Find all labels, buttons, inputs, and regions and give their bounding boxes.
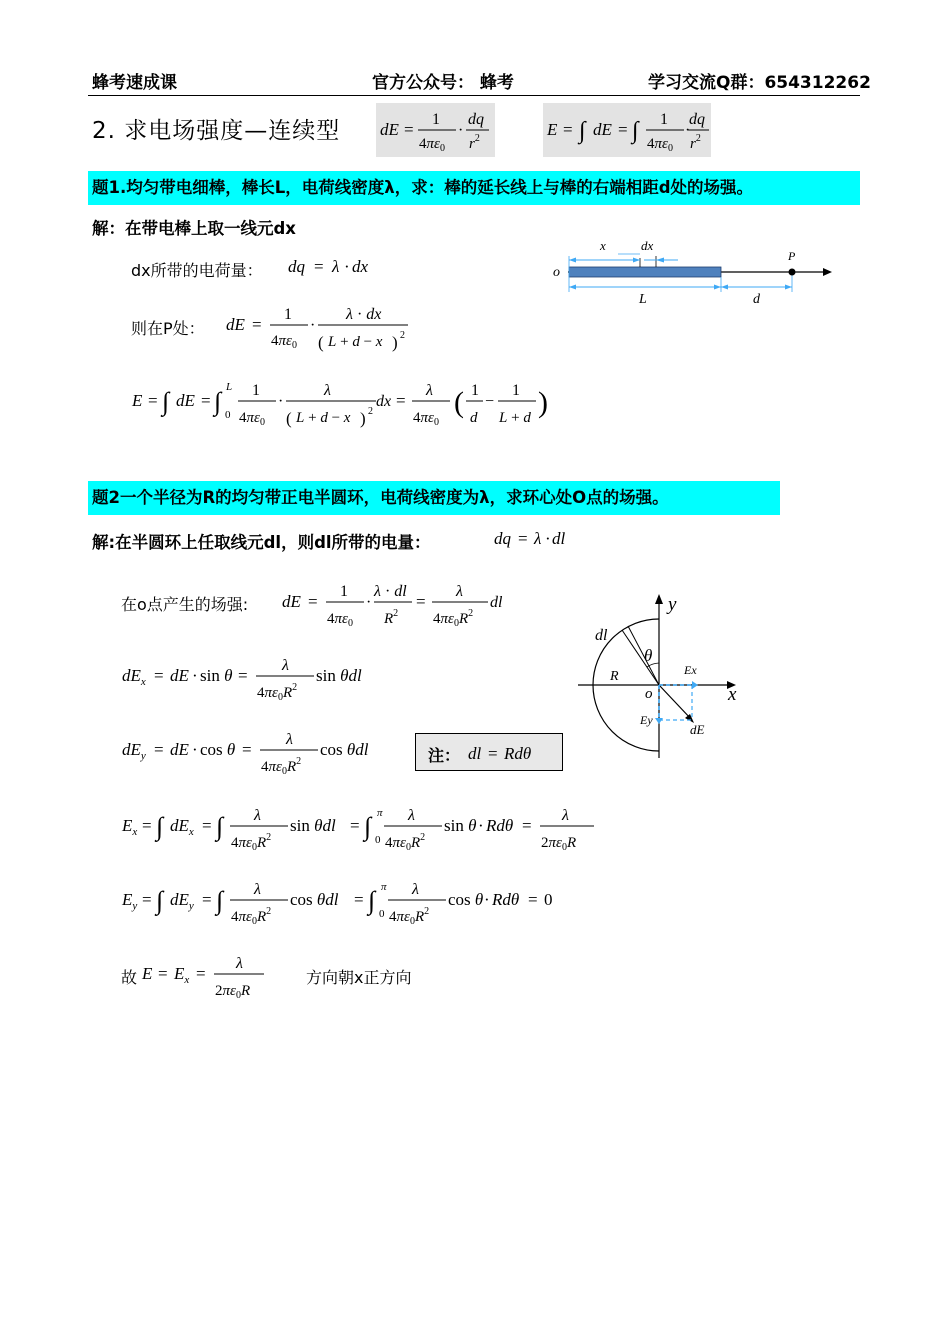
svg-text:L: L [226,381,233,393]
p1-de-formula [222,300,422,360]
svg-text:=: = [154,740,164,759]
svg-text:dEx: $dE_x$ [122,666,146,688]
p1-dq-formula [286,250,406,280]
label-theta: θ [644,646,653,665]
p2-ex-integral-formula [120,796,600,858]
svg-text:=: = [238,666,248,685]
conclusion-direction: 方向朝x正方向 [306,968,412,987]
formula-box-e [543,103,711,157]
svg-text:L + d − x: L + d − x [328,334,383,350]
svg-text:sin θdl: sin θdl [316,666,362,685]
formula-e-integral [543,103,711,157]
svg-text:=: = [142,890,152,909]
svg-text:=: = [202,816,212,835]
svg-text:=: = [416,592,426,611]
label-x-axis: x [728,684,737,705]
svg-text:(: ( [286,409,292,428]
conclusion-prefix: 故 [121,968,138,987]
svg-text:4πε0: $4\pi\varepsilon_0$ [419,136,445,154]
svg-text:=: = [618,120,628,139]
svg-text:π: π [377,807,383,819]
svg-text:cos θ: cos θ [448,890,484,909]
svg-text:2: 2 [400,330,405,341]
svg-text:·: · [484,890,490,909]
svg-text:dE: dE [593,120,612,139]
svg-text:R2: $R^2$ [384,608,399,627]
svg-text:λ: λ [254,881,261,898]
charged-rod [569,267,721,277]
label-dl: dl [595,627,608,644]
svg-text:4πε0: $4\pi\varepsilon_0$ [647,136,673,154]
formula-de-definition [376,103,495,157]
label-d: d [753,292,760,307]
svg-text:=: = [308,592,318,611]
svg-text:·: · [478,816,484,835]
svg-text:2: 2 [368,406,373,417]
svg-text:−: − [485,393,495,410]
svg-text:Rdθ: Rdθ [486,816,514,835]
svg-text:Rdθ: Rdθ [492,890,520,909]
svg-text:E: E [132,391,143,410]
svg-text:0: 0 [375,834,381,846]
svg-text:dEy: $dE_y$ [122,740,146,762]
svg-text:Ex: $E_x$ [122,816,138,838]
svg-text:sin θdl: sin θdl [290,816,336,835]
svg-text:r2: $r^2$ [469,133,480,152]
svg-text:λ: λ [534,529,542,548]
y-axis-arrow-icon [655,594,663,604]
svg-text:∫: ∫ [162,387,170,416]
svg-text:1: 1 [252,382,260,399]
svg-text:=: = [142,816,152,835]
svg-text:λ: λ [412,881,419,898]
note-box [415,733,563,771]
svg-text:=: = [522,816,532,835]
svg-text:dE: dE [282,592,301,611]
svg-text:1: 1 [660,111,668,128]
svg-text:Rdθ: Rdθ [504,744,532,763]
svg-text:=: = [202,890,212,909]
svg-text:=: = [528,890,538,909]
header-left: 蜂考速成课 [92,73,177,93]
svg-text:λ: λ [324,382,331,399]
svg-text:=: = [158,964,168,983]
svg-text:λ: λ [286,731,293,748]
svg-text:λ: λ [562,807,569,824]
p2-dex-formula [120,648,390,708]
svg-text:·: · [278,393,284,410]
svg-text:∫: ∫ [216,812,224,841]
label-y: y [668,594,677,615]
note-prefix: 注： [428,746,461,765]
svg-text:E: E [547,120,558,139]
svg-text:=: = [350,816,360,835]
rod-diagram [548,232,838,307]
svg-text:dq: dq [468,111,484,128]
svg-text:=: = [242,740,252,759]
conclusion-formula [140,946,280,1008]
svg-text:∫: ∫ [156,812,164,841]
svg-text:=: = [201,391,211,410]
section-title: 2. 求电场强度—连续型 [92,118,341,144]
svg-text:λ: λ [236,955,243,972]
svg-text:λ: λ [282,657,289,674]
semicircle-diagram [572,590,752,760]
label-ex: Ex [684,663,697,677]
svg-text:sin θ: sin θ [444,816,477,835]
point-p [789,269,796,276]
header-divider [88,95,860,96]
svg-text:dE: dE [176,391,195,410]
formula-box-de [376,103,495,157]
svg-text:=: = [488,744,498,763]
p2-field-prefix: 在o点产生的场强: [121,595,249,614]
svg-text:=: = [404,120,414,139]
svg-text:·: · [192,666,198,685]
svg-text:): ) [392,333,398,352]
svg-text:1: 1 [340,583,348,600]
axis-arrow-icon [823,268,832,276]
svg-text:=: = [252,315,262,334]
svg-text:1: 1 [512,382,520,399]
svg-text:λ: λ [254,807,261,824]
svg-text:4πε0R2: $4\pi\varepsilon_0R^2$ [257,682,298,703]
svg-text:(: ( [318,333,324,352]
svg-text:·: · [458,122,464,139]
svg-text:=: = [148,391,158,410]
svg-text:4πε0: $4\pi\varepsilon_0$ [413,410,439,428]
label-o-origin: o [645,686,653,702]
svg-text:0: 0 [544,890,553,909]
svg-text:dE: dE [170,740,189,759]
svg-text:): ) [360,409,366,428]
svg-text:4πε0R2: $4\pi\varepsilon_0R^2$ [231,906,272,927]
header-right: 学习交流Q群：654312262 [648,73,871,93]
note-formula [466,738,558,768]
label-p: P [788,249,796,263]
svg-text:=: = [563,120,573,139]
svg-text:=: = [396,391,406,410]
svg-text:dEx: $dE_x$ [170,816,194,838]
svg-text:4πε0R2: $4\pi\varepsilon_0R^2$ [389,906,430,927]
svg-text:dq: dq [689,111,705,128]
svg-text:Ey: $E_y$ [122,890,138,912]
svg-text:·: · [344,257,350,276]
svg-text:=: = [354,890,364,909]
svg-text:dq: dq [288,257,305,276]
svg-text:λ: λ [426,382,433,399]
svg-text:∫: ∫ [368,886,376,915]
svg-text:dl: dl [552,529,566,548]
svg-text:∫: ∫ [579,118,586,144]
svg-text:L + d: L + d [499,410,531,426]
svg-text:cos θdl: cos θdl [290,890,339,909]
svg-text:dl: dl [468,744,482,763]
svg-text:π: π [381,881,387,893]
svg-text:d: d [470,410,478,426]
p1-charge-prefix: dx所带的电荷量： [131,261,263,280]
svg-text:L + d − x: L + d − x [296,410,351,426]
svg-text:=: = [314,257,324,276]
svg-text:1: 1 [284,306,292,323]
svg-text:∫: ∫ [364,812,372,841]
svg-text:=: = [518,529,528,548]
svg-text:λ: λ [332,257,340,276]
p1-field-prefix: 则在P处： [131,319,205,338]
svg-text:0: 0 [379,908,385,920]
svg-text:r2: $r^2$ [690,133,701,152]
p2-ey-integral-formula [120,870,580,932]
svg-text:·: · [685,122,691,139]
svg-text:dq: dq [494,529,511,548]
svg-text:4πε0: $4\pi\varepsilon_0$ [327,611,353,629]
label-de: dE [690,722,705,737]
label-x: x [600,238,606,253]
svg-text:=: = [196,964,206,983]
svg-text:dE: dE [170,666,189,685]
p2-dq-formula [492,522,592,552]
svg-text:4πε0R2: $4\pi\varepsilon_0R^2$ [261,756,302,777]
svg-text:dEy: $dE_y$ [170,890,194,912]
svg-text:): ) [538,386,548,419]
problem1-solution-intro: 解：在带电棒上取一线元dx [92,219,296,238]
svg-text:1: 1 [471,382,479,399]
svg-text:∫: ∫ [216,886,224,915]
label-ey: Ey [640,713,653,727]
svg-text:1: 1 [432,111,440,128]
problem2-solution-intro: 解:在半圆环上任取线元dl，则dl所带的电量： [92,533,431,552]
svg-text:Ex: $E_x$ [174,964,190,986]
label-r: R [610,669,619,684]
svg-text:sin θ: sin θ [200,666,233,685]
svg-text:·: · [366,594,372,611]
svg-text:E: E [142,964,153,983]
svg-text:λ · dx: λ · dx [346,306,382,323]
svg-text:·: · [545,529,551,548]
p2-de-formula [280,574,520,634]
svg-text:2πε0R: $2\pi\varepsilon_0R$ [215,983,251,1001]
svg-text:4πε0R2: $4\pi\varepsilon_0R^2$ [433,608,474,629]
label-dx: dx [641,238,654,253]
de-vector [659,685,692,720]
svg-text:cos θdl: cos θdl [320,740,369,759]
svg-text:dl: dl [490,594,503,611]
svg-text:4πε0R2: $4\pi\varepsilon_0R^2$ [385,832,426,853]
p1-e-integral-formula [128,372,568,438]
svg-text:·: · [192,740,198,759]
svg-text:dE: dE [380,120,399,139]
svg-text:dx: dx [376,393,392,410]
p2-dey-formula [120,722,390,782]
svg-text:4πε0: $4\pi\varepsilon_0$ [239,410,265,428]
label-o: o [553,265,560,280]
svg-text:=: = [154,666,164,685]
label-l: L [639,292,647,307]
svg-text:λ: λ [456,583,463,600]
svg-text:λ: λ [408,807,415,824]
svg-text:λ · dl: λ · dl [374,583,407,600]
svg-text:∫: ∫ [632,118,639,144]
svg-text:(: ( [454,386,464,419]
svg-text:0: 0 [225,409,231,421]
svg-text:∫: ∫ [214,387,222,416]
svg-text:dx: dx [352,257,369,276]
svg-text:·: · [310,317,316,334]
problem2-statement: 题2一个半径为R的均匀带正电半圆环，电荷线密度为λ，求环心处O点的场强。 [88,481,780,515]
radius-line [622,630,659,685]
svg-text:4πε0R2: $4\pi\varepsilon_0R^2$ [231,832,272,853]
svg-text:4πε0: $4\pi\varepsilon_0$ [271,333,297,351]
svg-text:2πε0R: $2\pi\varepsilon_0R$ [541,835,577,853]
header-center: 官方公众号： 蜂考 [372,73,514,93]
svg-text:dE: dE [226,315,245,334]
svg-text:∫: ∫ [156,886,164,915]
problem1-statement: 题1.均匀带电细棒，棒长L，电荷线密度λ，求：棒的延长线上与棒的右端相距d处的场强。 [88,171,860,205]
svg-text:cos θ: cos θ [200,740,236,759]
